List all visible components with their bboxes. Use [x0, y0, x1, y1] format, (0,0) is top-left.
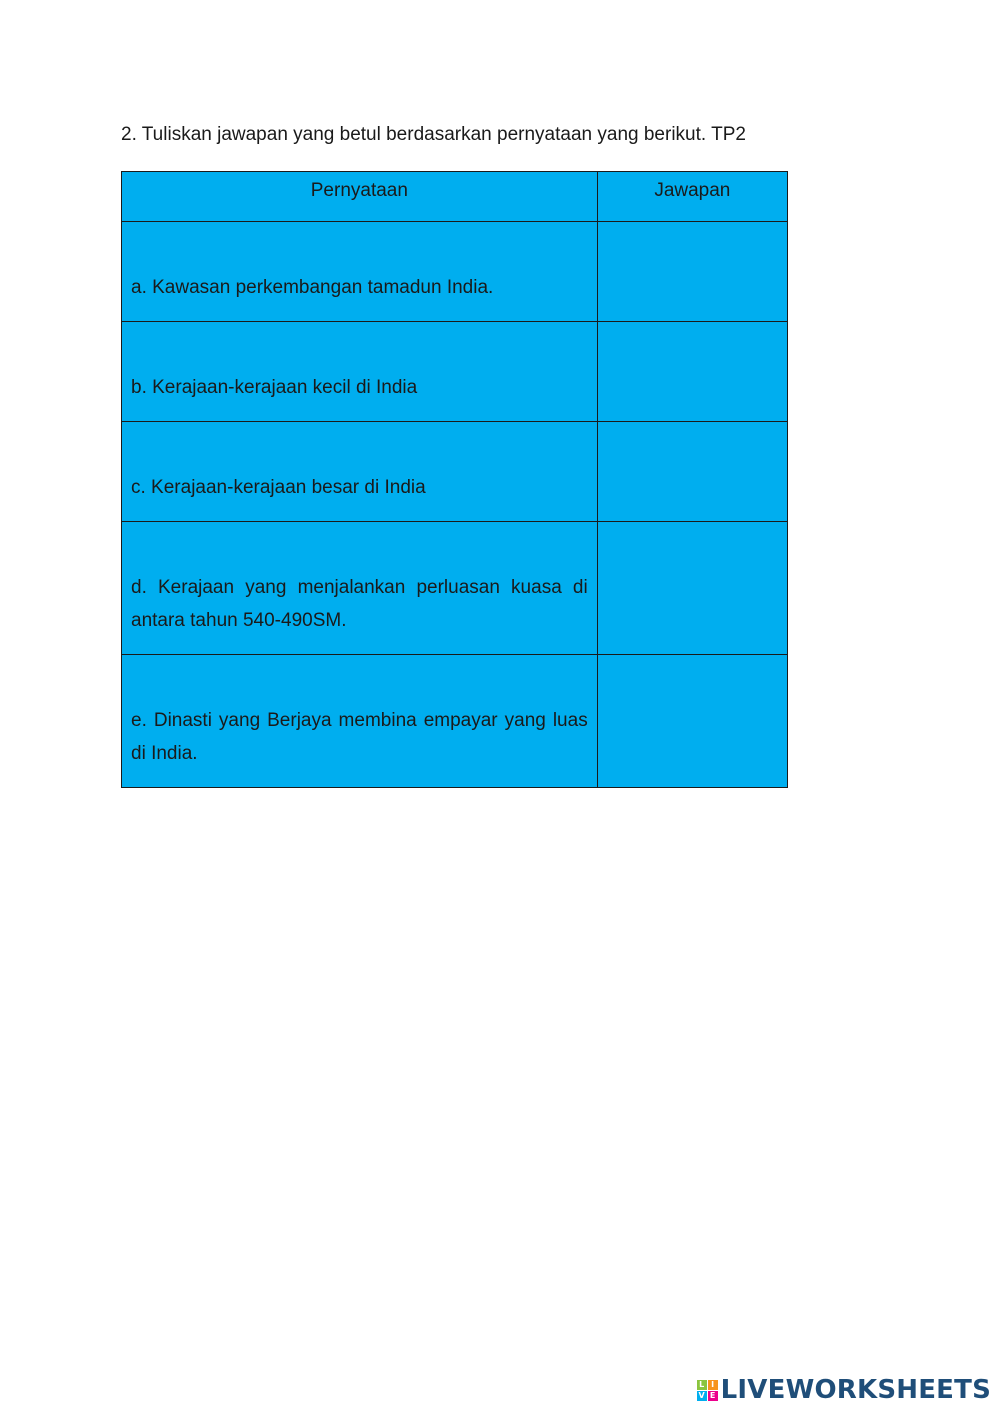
logo-block-v: V	[698, 1390, 705, 1400]
logo-block-l: L	[697, 1380, 707, 1390]
table-row	[122, 655, 788, 788]
answer-cell[interactable]	[597, 522, 787, 655]
answer-cell[interactable]	[597, 222, 787, 322]
logo-block-i: I	[708, 1380, 718, 1390]
logo-blocks-icon	[697, 1380, 718, 1401]
answer-input-a[interactable]	[598, 261, 787, 283]
header-statement	[122, 172, 598, 222]
table-header-row	[122, 172, 788, 222]
table-row	[122, 522, 788, 655]
answer-table	[121, 171, 788, 788]
statement-cell: d. Kerajaan yang menjalankan perluasan kuasa di antara tahun 540-490SM.	[122, 522, 598, 655]
statement-cell: b. Kerajaan-kerajaan kecil di India	[122, 322, 598, 422]
logo-text: LIVEWORKSHEETS	[720, 1375, 991, 1405]
answer-input-c[interactable]	[598, 461, 787, 483]
statement-cell: c. Kerajaan-kerajaan besar di India	[122, 422, 598, 522]
statement-cell: e. Dinasti yang Berjaya membina empayar yang luas di India.	[122, 655, 598, 788]
answer-input-d[interactable]	[598, 577, 787, 599]
table-row	[122, 322, 788, 422]
logo-block-e: E	[708, 1391, 718, 1401]
answer-cell[interactable]	[597, 422, 787, 522]
answer-input-e[interactable]	[598, 710, 787, 732]
header-statement-label: Pernyataan	[310, 180, 408, 201]
answer-cell[interactable]	[597, 655, 787, 788]
table-row	[122, 222, 788, 322]
answer-cell[interactable]	[597, 322, 787, 422]
liveworksheets-logo	[697, 1375, 991, 1405]
question-text: 2. Tuliskan jawapan yang betul berdasarkan pernyataan yang berikut. TP2	[121, 124, 746, 145]
statement-cell: a. Kawasan perkembangan tamadun India.	[122, 222, 598, 322]
answer-input-b[interactable]	[598, 361, 787, 383]
table-row	[122, 422, 788, 522]
header-answer-label: Jawapan	[654, 180, 731, 201]
header-answer	[597, 172, 787, 222]
